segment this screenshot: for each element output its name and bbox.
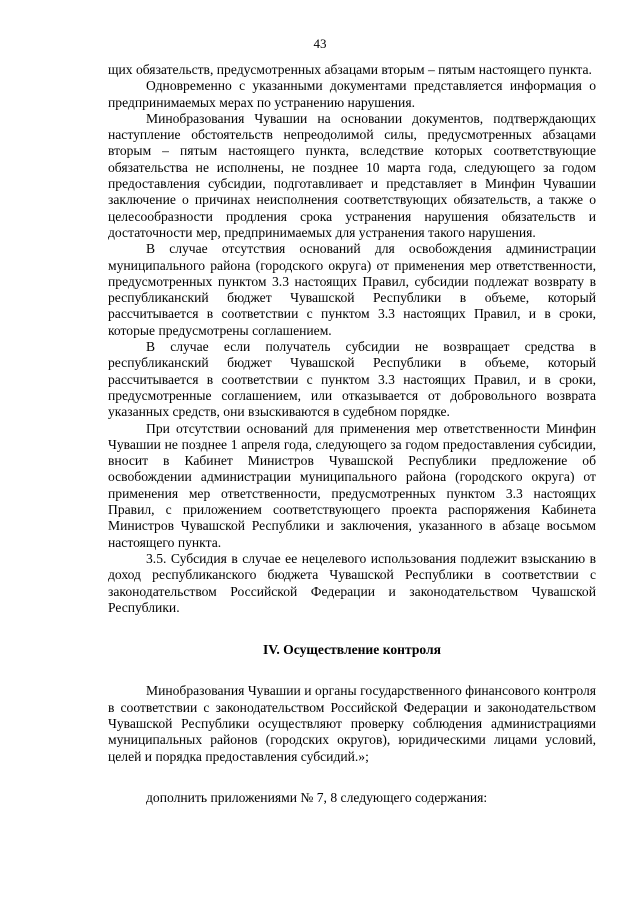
paragraph-control: Минобразования Чувашии и органы государственного финансового контроля в соответствии с законодательством Российской Федерации и законодательством Чувашской Республики осуществляют проверку соблюдения администрациями муниципальных районов (городских округов), юридическими лицами условий, целей и порядка предоставления субсидий.»;	[108, 683, 596, 764]
page-number: 43	[313, 36, 327, 51]
paragraph-info-measures: Одновременно с указанными документами представляется информация о предпринимаемых мерах по устранению нарушения.	[108, 78, 596, 110]
paragraph-court-recovery: В случае если получатель субсидии не возвращает средства в республиканский бюджет Чувашской Республики в объеме, который рассчитывается в соответствии с пунктом 3.3 настоящих Правил, и в сроки, предусмотренные соглашением, или отказывается от добровольного возврата указанных средств, они взыскиваются в судебном порядке.	[108, 339, 596, 420]
paragraph-continuation: щих обязательств, предусмотренных абзацами вторым – пятым настоящего пункта.	[108, 62, 592, 77]
paragraph-exemption: При отсутствии оснований для применения мер ответственности Минфин Чувашии не позднее 1 апреля года, следующего за годом предоставления субсидии, вносит в Кабинет Министров Чувашской Республики предложение об освобождении администрации муниципального района (городского округа) от применения мер ответственности, предусмотренных пунктом 3.3 настоящих Правил, с приложением соответствующего проекта распоряжения Кабинета Министров Чувашской Республики и заключения, указанного в абзаце восьмом настоящего пункта.	[108, 420, 596, 550]
paragraph-refund: В случае отсутствия оснований для освобождения администрации муниципального района (городского округа) от применения мер ответственности, предусмотренных пунктом 3.3 настоящих Правил, субсидии подлежат возврату в республиканский бюджет Чувашской Республики в объеме, который рассчитывается в соответствии с пунктом 3.3 настоящих Правил, и в сроки, которые предусмотрены соглашением.	[108, 241, 596, 338]
paragraph-force-majeure: Минобразования Чувашии на основании документов, подтверждающих наступление обстоятельств непреодолимой силы, предусмотренных абзацами вторым – пятым настоящего пункта, вследствие которых соответствующие обязательства не исполнены, не позднее 10 марта года, следующего за годом предоставления субсидии, подготавливает и представляет в Минфин Чувашии заключение о причинах неисполнения соответствующих обязательств, а также о целесообразности продления срока устранения нарушения обязательств и достаточности мер, предпринимаемых для устранения такого нарушения.	[108, 110, 596, 240]
paragraph-closing: дополнить приложениями № 7, 8 следующего содержания:	[146, 789, 488, 805]
section-heading: IV. Осуществление контроля	[263, 642, 441, 658]
document-body	[108, 62, 596, 806]
paragraph-misuse: 3.5. Субсидия в случае ее нецелевого использования подлежит взысканию в доход республиканского бюджета Чувашской Республики в соответствии с законодательством Российской Федерации и законодательством Чувашской Республики.	[108, 550, 596, 615]
